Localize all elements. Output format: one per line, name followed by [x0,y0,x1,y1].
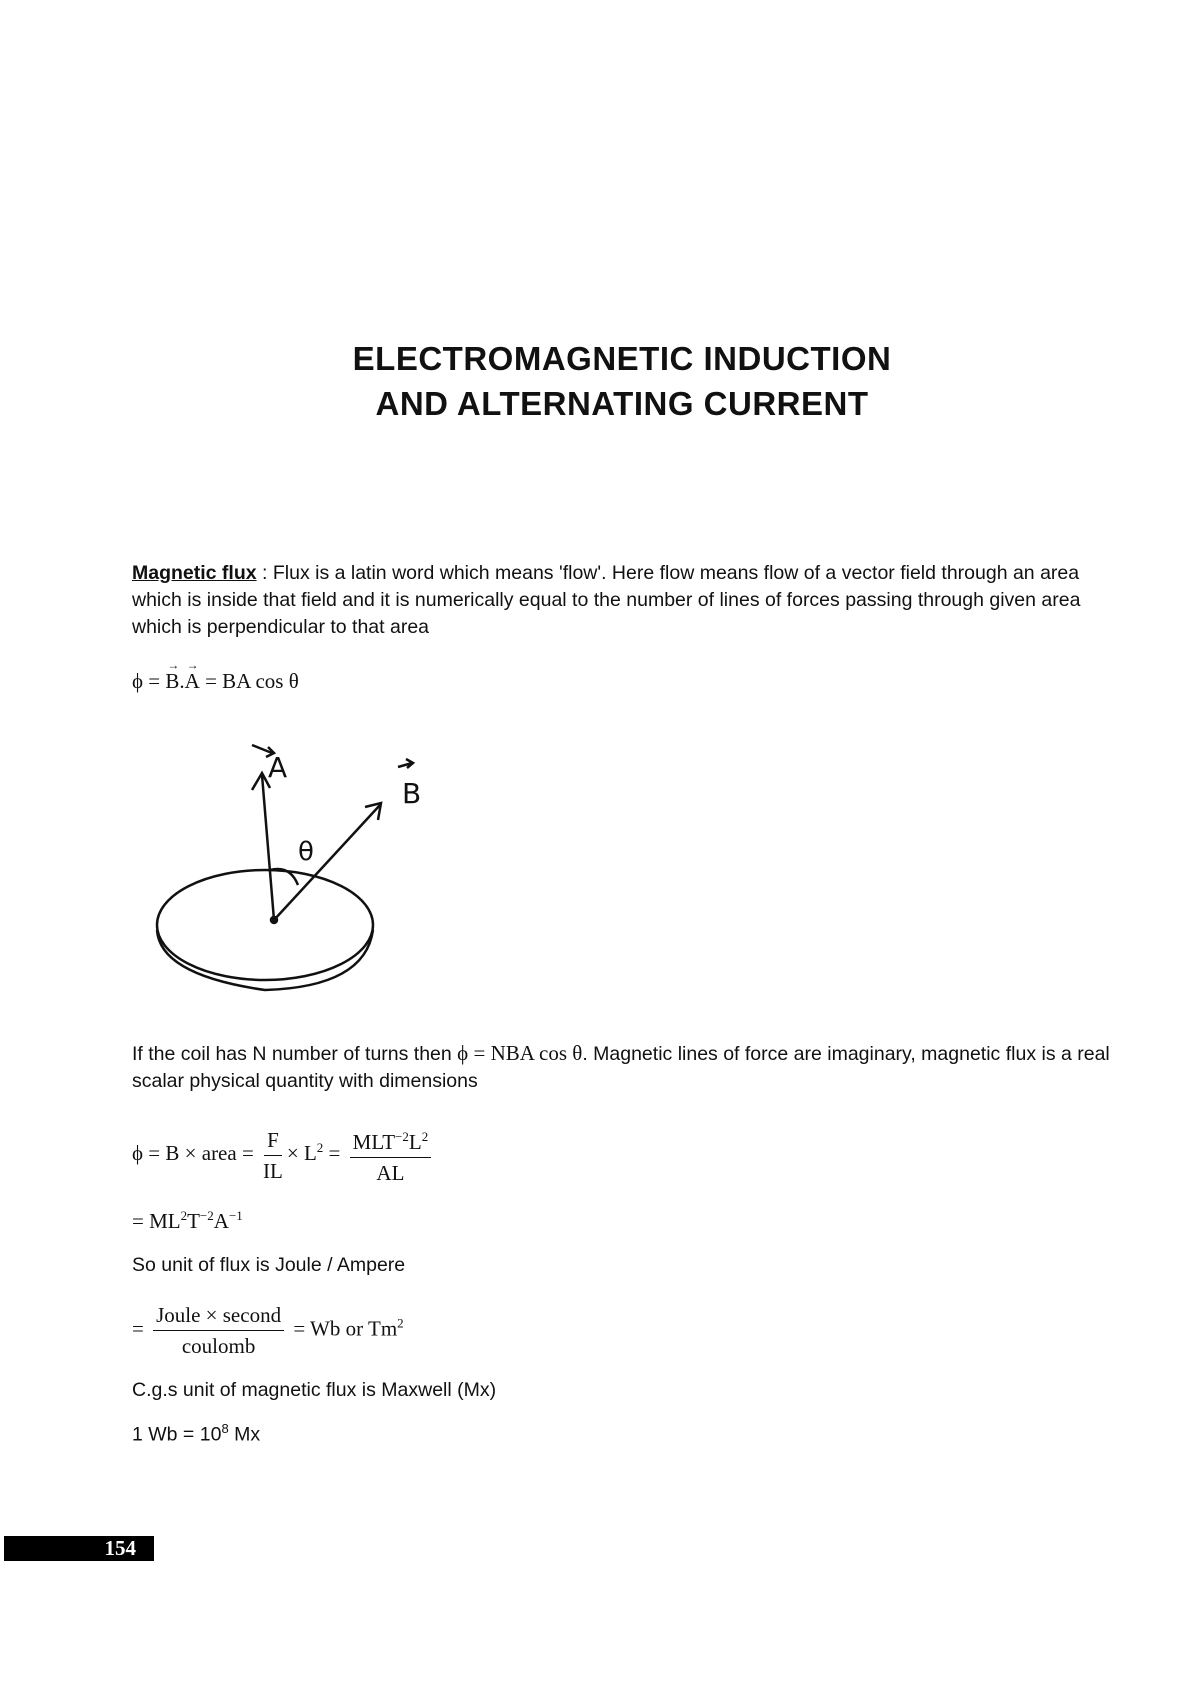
eq-part: = [323,1140,346,1165]
fraction-f-il [263,1125,283,1186]
sup: 8 [221,1421,229,1436]
sup: 2 [180,1208,188,1223]
t: = Wb or Tm [288,1316,398,1341]
dimension-result [132,1202,1132,1235]
sup: 2 [421,1129,429,1144]
definition-text: : Flux is a latin word which means 'flow'. Here flow means flow of a vector field through an area which is inside that field and it is numerically equal to the number of lines of forces passing through given area which is perpendicular to that area [132,562,1081,638]
denominator: IL [263,1158,283,1183]
nba-equation: ϕ = NBA cos θ [457,1041,583,1065]
field-label-arrow [398,759,413,768]
text: . Magnetic lines of force are imaginary, magnetic flux is a real scalar physical quantity with dimensions [132,1043,1110,1092]
chapter-title-line1: ELECTROMAGNETIC INDUCTION [352,340,892,377]
numerator: F [264,1125,282,1156]
flux-definition [132,560,1132,641]
eq-part: ϕ = B × area = [132,1140,260,1165]
eq-part: ϕ = [132,669,166,693]
fraction-dim [350,1122,432,1188]
t: MLT [352,1130,396,1154]
label-b: B [402,777,422,810]
term-magnetic-flux: Magnetic flux [132,562,257,584]
numerator [350,1122,432,1158]
label-a: A [268,751,288,784]
t: = [132,1209,150,1233]
unit-line: So unit of flux is Joule / Ampere [132,1254,406,1276]
t: T [187,1209,200,1233]
page-number: 154 [4,1536,154,1561]
denominator: AL [376,1161,405,1185]
cgs-line: C.g.s unit of magnetic flux is Maxwell (Mx) [132,1379,497,1401]
coil-disc [157,870,373,980]
denominator: coulomb [181,1334,256,1358]
eq-part: × L [286,1140,317,1165]
area-vector [262,775,274,920]
t: L [408,1130,422,1154]
wb-line [132,1415,1132,1449]
t: A [213,1209,229,1233]
origin-dot [271,917,277,923]
t: ML [149,1209,181,1233]
sup: −2 [199,1208,214,1223]
numerator: Joule × second [153,1300,284,1331]
label-theta: θ [298,837,314,867]
sup: 2 [397,1315,404,1331]
flux-equation [132,668,1132,695]
dot: . [179,669,185,693]
chapter-title-line2: AND ALTERNATING CURRENT [375,385,869,422]
dimension-equation [132,1122,1132,1188]
t: Mx [228,1423,261,1446]
sup: 2 [316,1139,324,1155]
vector-a: → A [185,668,200,695]
sup: −2 [395,1129,409,1144]
flux-diagram [140,725,460,1005]
t: = [132,1316,150,1341]
t: 1 Wb = 10 [132,1423,222,1446]
vector-b: → B [165,668,179,695]
fraction-joule [153,1300,284,1361]
eq-part: = BA cos θ [199,669,299,693]
text: If the coil has N number of turns then [132,1043,458,1065]
coil-paragraph [132,1040,1132,1095]
weber-equation [132,1300,1132,1361]
sup: −1 [228,1208,243,1223]
